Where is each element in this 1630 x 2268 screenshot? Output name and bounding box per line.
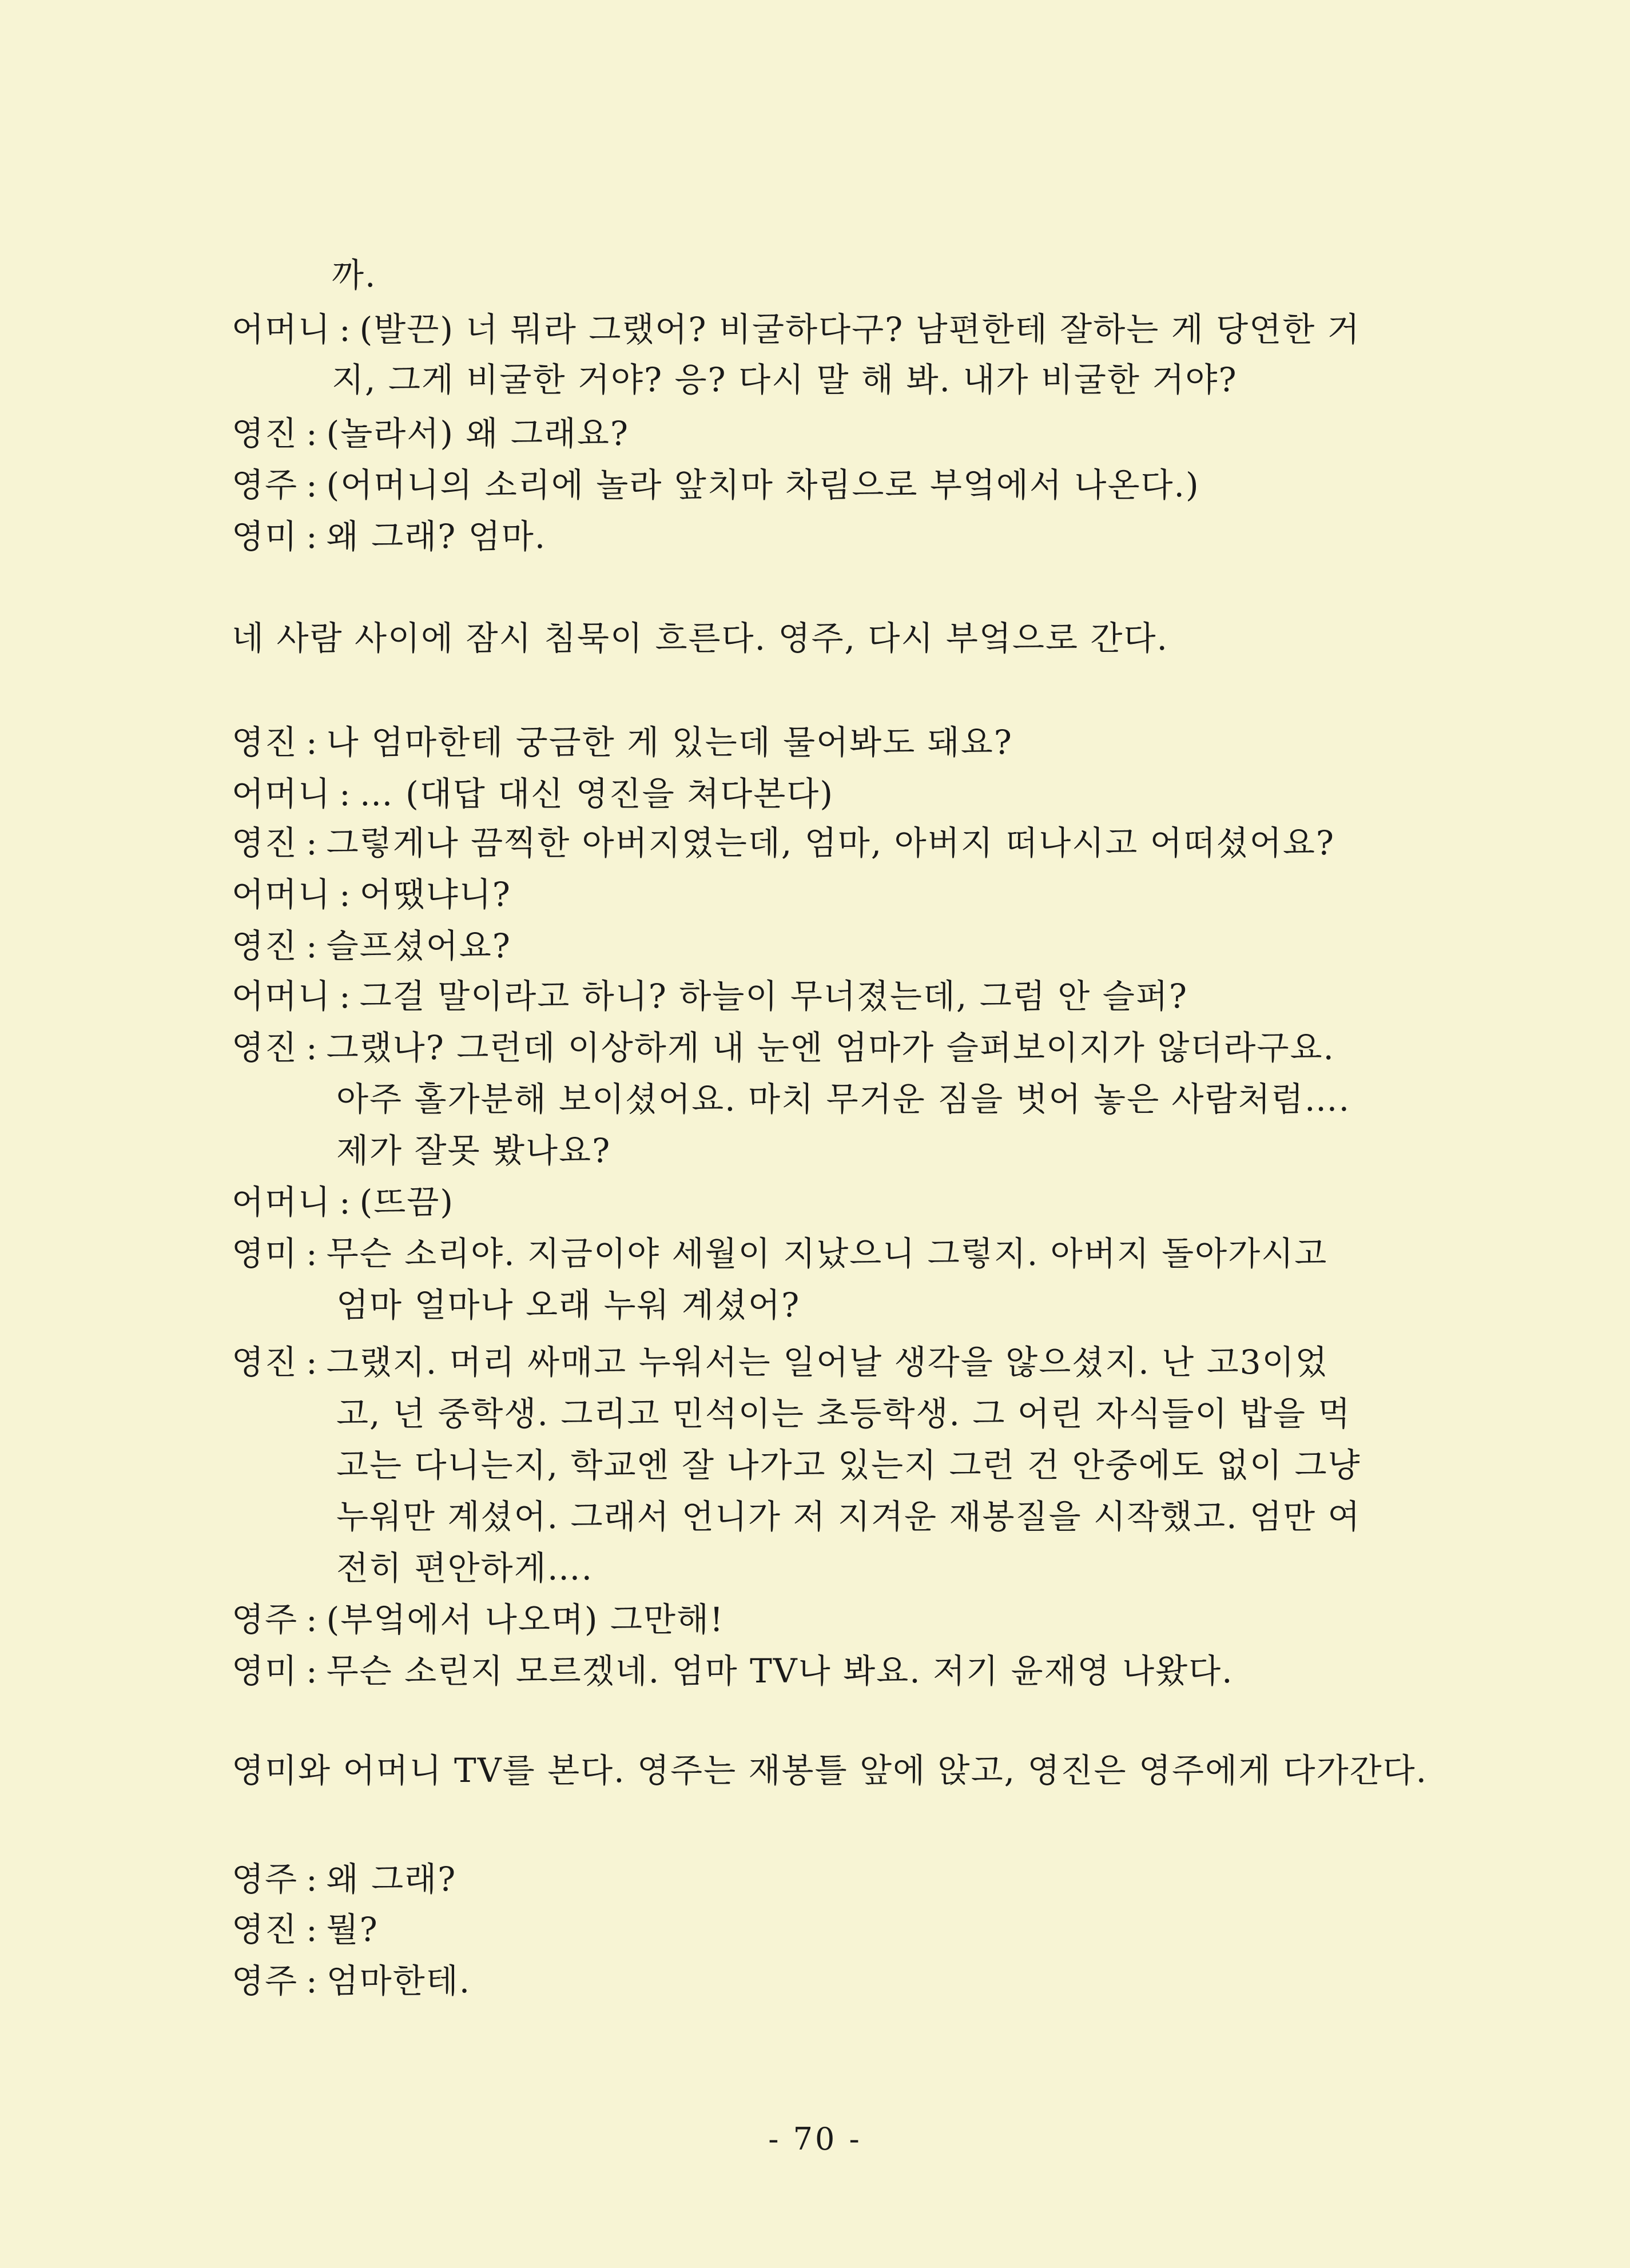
speaker-name: 영진	[232, 1910, 299, 1949]
speaker-name: 영미	[232, 1234, 299, 1273]
dialogue-line	[232, 1027, 1398, 1068]
dialogue-text: (어머니의 소리에 놀라 앞치마 차림으로 부엌에서 나온다.)	[326, 465, 1200, 504]
dialogue-text: 고, 넌 중학생. 그리고 민석이는 초등학생. 그 어린 자식들이 밥을 먹	[336, 1394, 1351, 1433]
dialogue-line	[232, 309, 1398, 350]
speaker-name: 영진	[232, 926, 299, 965]
dialogue-text: (뜨끔)	[359, 1183, 454, 1221]
continuation-line	[336, 1496, 1503, 1537]
dialogue-line	[232, 722, 1398, 763]
speaker-separator: :	[339, 977, 352, 1016]
speaker-separator: :	[339, 310, 352, 349]
speaker-separator: :	[339, 875, 352, 914]
stage-direction	[232, 1750, 1428, 1791]
dialogue-text: 엄마한테.	[326, 1961, 471, 2000]
dialogue-text: 그랬나? 그런데 이상하게 내 눈엔 엄마가 슬퍼보이지가 않더라구요.	[326, 1028, 1335, 1067]
speaker-name: 영진	[232, 823, 299, 862]
speaker-separator: :	[306, 1600, 319, 1639]
speaker-name: 어머니	[232, 310, 332, 349]
dialogue-text: 지, 그게 비굴한 거야? 응? 다시 말 해 봐. 내가 비굴한 거야?	[332, 360, 1238, 399]
dialogue-line	[232, 925, 1398, 966]
dialogue-text: 아주 홀가분해 보이셨어요. 마치 무거운 짐을 벗어 놓은 사람처럼….	[336, 1080, 1351, 1119]
speaker-name: 어머니	[232, 875, 332, 914]
dialogue-line	[232, 1909, 1398, 1950]
dialogue-line	[232, 1859, 1398, 1900]
speaker-name: 영진	[232, 723, 299, 762]
dialogue-text: 제가 잘못 봤나요?	[336, 1131, 611, 1170]
dialogue-text: 어땠냐니?	[359, 875, 511, 914]
dialogue-line	[232, 516, 1398, 557]
dialogue-text: … (대답 대신 영진을 쳐다본다)	[359, 774, 834, 813]
dialogue-line	[232, 976, 1398, 1017]
dialogue-line	[232, 1650, 1398, 1692]
dialogue-text: 그랬지. 머리 싸매고 누워서는 일어날 생각을 않으셨지. 난 고3이었	[326, 1343, 1329, 1382]
dialogue-text: 뭘?	[326, 1910, 379, 1949]
speaker-separator: :	[306, 465, 319, 504]
dialogue-text: 엄마 얼마나 오래 누워 계셨어?	[336, 1286, 801, 1324]
dialogue-text: 무슨 소리야. 지금이야 세월이 지났으니 그렇지. 아버지 돌아가시고	[326, 1234, 1328, 1273]
speaker-name: 영주	[232, 1600, 299, 1639]
dialogue-line	[232, 1599, 1398, 1640]
speaker-separator: :	[306, 1910, 319, 1949]
dialogue-text: 전히 편안하게….	[336, 1549, 594, 1587]
dialogue-text: 왜 그래? 엄마.	[326, 517, 547, 556]
stage-direction	[232, 618, 1168, 659]
dialogue-text: (발끈) 너 뭐라 그랬어? 비굴하다구? 남편한테 잘하는 게 당연한 거	[359, 310, 1361, 349]
dialogue-text: 그걸 말이라고 하니? 하늘이 무너졌는데, 그럼 안 슬퍼?	[359, 977, 1188, 1016]
continuation-line	[332, 254, 1407, 296]
dialogue-text: 무슨 소린지 모르겠네. 엄마 TV나 봐요. 저기 윤재영 나왔다.	[326, 1652, 1234, 1690]
dialogue-line	[232, 773, 1398, 814]
dialogue-text: 까.	[332, 256, 377, 295]
speaker-separator: :	[306, 1343, 319, 1382]
continuation-line	[336, 1079, 1503, 1120]
continuation-line	[336, 1130, 1503, 1171]
speaker-name: 어머니	[232, 977, 332, 1016]
continuation-line	[336, 1393, 1503, 1434]
speaker-name: 영주	[232, 465, 299, 504]
speaker-separator: :	[306, 1652, 319, 1690]
dialogue-text: 나 엄마한테 궁금한 게 있는데 물어봐도 돼요?	[326, 723, 1013, 762]
dialogue-text: 슬프셨어요?	[326, 926, 511, 965]
speaker-name: 영주	[232, 1860, 299, 1899]
dialogue-text: (놀라서) 왜 그래요?	[326, 414, 630, 453]
speaker-name: 영주	[232, 1961, 299, 2000]
speaker-separator: :	[339, 774, 352, 813]
speaker-name: 영진	[232, 1343, 299, 1382]
speaker-name: 영진	[232, 414, 299, 453]
speaker-separator: :	[306, 926, 319, 965]
speaker-name: 영미	[232, 1652, 299, 1690]
speaker-name: 어머니	[232, 774, 332, 813]
dialogue-text: (부엌에서 나오며) 그만해!	[326, 1600, 725, 1639]
speaker-separator: :	[306, 1028, 319, 1067]
continuation-line	[336, 1547, 1503, 1589]
dialogue-line	[232, 1233, 1398, 1274]
speaker-separator: :	[306, 414, 319, 453]
stage-direction-text: 네 사람 사이에 잠시 침묵이 흐른다. 영주, 다시 부엌으로 간다.	[232, 619, 1168, 658]
speaker-name: 영진	[232, 1028, 299, 1067]
continuation-line	[332, 359, 1407, 400]
dialogue-text: 그렇게나 끔찍한 아버지였는데, 엄마, 아버지 떠나시고 어떠셨어요?	[326, 823, 1335, 862]
dialogue-text: 누워만 계셨어. 그래서 언니가 저 지겨운 재봉질을 시작했고. 엄만 여	[336, 1497, 1361, 1536]
speaker-name: 어머니	[232, 1183, 332, 1221]
dialogue-text: 고는 다니는지, 학교엔 잘 나가고 있는지 그런 건 안중에도 없이 그냥	[336, 1446, 1361, 1485]
dialogue-line	[232, 1181, 1398, 1223]
dialogue-text: 왜 그래?	[326, 1860, 457, 1899]
dialogue-line	[232, 1960, 1398, 2002]
page-number: - 70 -	[768, 2121, 862, 2157]
speaker-name: 영미	[232, 517, 299, 556]
speaker-separator: :	[306, 517, 319, 556]
continuation-line	[336, 1445, 1503, 1486]
dialogue-line	[232, 822, 1398, 864]
continuation-line	[336, 1284, 1503, 1326]
speaker-separator: :	[306, 723, 319, 762]
dialogue-line	[232, 874, 1398, 915]
speaker-separator: :	[306, 823, 319, 862]
speaker-separator: :	[306, 1961, 319, 2000]
stage-direction-text: 영미와 어머니 TV를 본다. 영주는 재봉틀 앞에 앉고, 영진은 영주에게 다가간다.	[232, 1751, 1428, 1790]
dialogue-line	[232, 464, 1398, 506]
dialogue-line	[232, 1342, 1398, 1383]
speaker-separator: :	[306, 1234, 319, 1273]
speaker-separator: :	[306, 1860, 319, 1899]
speaker-separator: :	[339, 1183, 352, 1221]
dialogue-line	[232, 413, 1398, 454]
